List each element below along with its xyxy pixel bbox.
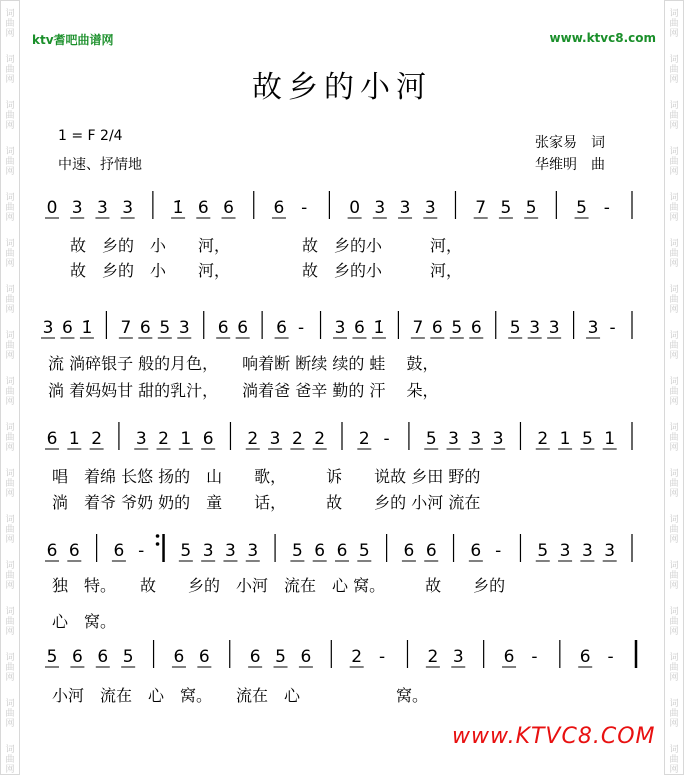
score-note: 2 (247, 429, 259, 449)
watermark-text: 词 曲 网 (669, 285, 679, 315)
score-note: 3 (42, 318, 54, 338)
score-note: 6 (202, 429, 214, 449)
score-note: - (379, 647, 386, 667)
watermark-text: 词 曲 网 (669, 515, 679, 545)
score-note: 3 (225, 541, 236, 561)
watermark-text: 词 曲 网 (669, 9, 679, 39)
watermark-text: 词 曲 网 (5, 377, 15, 407)
score-note: 6 (273, 198, 285, 218)
score-note: 5 (576, 198, 587, 218)
score-note: 3 (178, 318, 190, 338)
score-note: 5 (358, 541, 370, 561)
lyricist-credit: 张家易 词 (535, 135, 605, 151)
watermark-text: 词 曲 网 (5, 55, 15, 85)
score-note: 6 (62, 318, 73, 338)
score-note: 3 (604, 541, 616, 561)
score-note: 6 (300, 647, 312, 667)
lyric-line-2a: 流 淌碎银子 般的月色， 响着断 断续 续的 蛙 鼓， (48, 354, 439, 373)
score-note: 6 (217, 318, 229, 338)
score-note: - (531, 647, 538, 667)
score-note: 1 (180, 429, 192, 449)
score-note: 2 (358, 429, 370, 449)
score-note: 1̇ (172, 198, 184, 218)
score-note: 2 (291, 429, 303, 449)
watermark-text: 词 曲 网 (669, 561, 679, 591)
watermark-text: 词 曲 网 (669, 239, 679, 269)
score-note: 2 (537, 429, 549, 449)
score-note: 5 (180, 541, 192, 561)
score-note: 6 (336, 541, 348, 561)
score-note: 5 (581, 429, 593, 449)
score-note: - (383, 429, 390, 449)
score-note: 3 (470, 429, 482, 449)
score-note: 6 (425, 541, 437, 561)
lyric-line-3b: 淌 着爷 爷奶 奶的 童 话， 故 乡的 小河 流在 (52, 493, 481, 512)
watermark-text: 词 曲 网 (5, 607, 15, 637)
site-name-left[interactable]: ktv耆吧曲谱网 (32, 33, 114, 47)
score-note: 6 (46, 429, 58, 449)
score-note: 5 (500, 198, 512, 218)
score-note: 3 (452, 647, 464, 667)
lyric-line-4b: 心 窝。 (52, 612, 117, 631)
watermark-text: 词 曲 网 (5, 469, 15, 499)
watermark-text: 词 曲 网 (5, 745, 15, 775)
score-note: 3 (374, 198, 386, 218)
watermark-text: 词 曲 网 (669, 55, 679, 85)
score-note: 6 (237, 318, 249, 338)
score-note: 3 (247, 541, 259, 561)
score-note: 1 (604, 429, 616, 449)
repeat-dot (156, 534, 160, 538)
watermark-text: 词 曲 网 (5, 699, 15, 729)
score-note: 7 (120, 318, 132, 338)
watermark-text: 词 曲 网 (669, 745, 679, 775)
score-note: 6 (403, 541, 415, 561)
score-note: 5 (509, 318, 521, 338)
score-note: 1 (559, 429, 571, 449)
watermark-text: 词 曲 网 (669, 607, 679, 637)
watermark-text: 词 曲 网 (669, 699, 679, 729)
score-note: 3 (559, 541, 571, 561)
watermark-text: 词 曲 网 (669, 101, 679, 131)
score-note: 6 (223, 198, 234, 218)
score-note: 7 (475, 198, 487, 218)
score-note: 1̇ (81, 318, 93, 338)
watermark-text: 词 曲 网 (5, 147, 15, 177)
score-note: 6 (431, 318, 443, 338)
score-note: 2 (91, 429, 103, 449)
lyric-line-3a: 唱 着绵 长悠 扬的 山 歌， 诉 说故 乡田 野的 (52, 467, 481, 486)
watermark-text: 词 曲 网 (669, 423, 679, 453)
score-note: 6 (139, 318, 151, 338)
watermark-text: 词 曲 网 (5, 285, 15, 315)
score-note: 2 (158, 429, 169, 449)
score-note: 3 (529, 318, 541, 338)
score-note: 5 (275, 647, 286, 667)
score-note: 3 (399, 198, 411, 218)
score-note: - (495, 541, 502, 561)
score-note: 7 (412, 318, 424, 338)
score-note: 3 (448, 429, 459, 449)
watermark-text: 词 曲 网 (5, 561, 15, 591)
score-note: 3 (424, 198, 436, 218)
score-note: 2 (427, 647, 439, 667)
score-note: 3 (202, 541, 214, 561)
watermark-text: 词 曲 网 (5, 331, 15, 361)
score-note: 5 (525, 198, 537, 218)
score-note: - (297, 318, 305, 338)
score-note: 3 (587, 318, 599, 338)
score-note: 3 (492, 429, 504, 449)
score-note: 6 (470, 541, 482, 561)
lyric-line-4a: 独 特。 故 乡的 小河 流在 心 窝。 故 乡的 (52, 576, 506, 595)
tempo-marking: 中速、抒情地 (58, 157, 142, 173)
score-note: 5 (46, 647, 58, 667)
lyric-line-1a: 故 乡的 小 河， 故 乡的小 河， (70, 236, 463, 255)
score-note: 5 (537, 541, 549, 561)
score-note: 6 (197, 198, 209, 218)
watermark-text: 词 曲 网 (669, 377, 679, 407)
watermark-text: 词 曲 网 (5, 101, 15, 131)
score-note: 3 (97, 198, 108, 218)
watermark-text: 词 曲 网 (5, 9, 15, 39)
score-note: 6 (68, 541, 80, 561)
composer-credit: 华维明 曲 (535, 157, 605, 173)
watermark-text: 词 曲 网 (5, 653, 15, 683)
song-title: 故乡的小河 (252, 70, 432, 105)
watermark-text: 词 曲 网 (669, 331, 679, 361)
score-note: 3 (135, 429, 147, 449)
score-note: 6 (113, 541, 125, 561)
key-signature: 1 = F 2/4 (58, 128, 123, 144)
score-note: 3 (71, 198, 83, 218)
score-note: 3 (269, 429, 281, 449)
score-note: 6 (173, 647, 185, 667)
score-note: 0 (46, 198, 58, 218)
watermark-text: 词 曲 网 (669, 653, 679, 683)
watermark-text: 词 曲 网 (5, 423, 15, 453)
score-note: 3 (122, 198, 134, 218)
score-note: - (607, 647, 614, 667)
score-note: 6 (97, 647, 109, 667)
score-note: 3 (548, 318, 560, 338)
score-note: 6 (249, 647, 261, 667)
score-note: 3 (334, 318, 346, 338)
score-note: - (603, 198, 610, 218)
score-note: - (301, 198, 308, 218)
watermark-text: 词 曲 网 (5, 193, 15, 223)
score-note: 6 (503, 647, 515, 667)
score-note: 2 (314, 429, 326, 449)
watermark-text: 词 曲 网 (5, 239, 15, 269)
score-note: 6 (276, 318, 288, 338)
score-note: 6 (314, 541, 326, 561)
score-note: 5 (159, 318, 171, 338)
score-note: 1 (68, 429, 80, 449)
footer-site-logo[interactable]: www.KTVC8.COM (452, 724, 656, 749)
score-note: 1̇ (373, 318, 385, 338)
score-note: 5 (425, 429, 437, 449)
lyric-line-2b: 淌 着妈妈甘 甜的乳汁， 淌着爸 爸辛 勤的 汗 朵， (48, 381, 439, 400)
score-note: 3 (581, 541, 593, 561)
score-note: 2 (351, 647, 363, 667)
site-url-right[interactable]: www.ktvc8.com (549, 31, 656, 45)
watermark-text: 词 曲 网 (669, 469, 679, 499)
score-note: - (609, 318, 616, 338)
watermark-text: 词 曲 网 (5, 515, 15, 545)
score-note: 6 (46, 541, 58, 561)
watermark-text: 词 曲 网 (669, 147, 679, 177)
score-note: 6 (71, 647, 83, 667)
score-note: 6 (579, 647, 591, 667)
score-note: 6 (198, 647, 210, 667)
lyric-line-5: 小河 流在 心 窝。 流在 心 窝。 (52, 686, 429, 705)
score-note: 6 (470, 318, 482, 338)
lyric-line-1b: 故 乡的 小 河， 故 乡的小 河， (70, 261, 463, 280)
score-note: 0 (349, 198, 361, 218)
score-note: - (138, 541, 145, 561)
score-note: 5 (291, 541, 303, 561)
score-note: 5 (122, 647, 134, 667)
repeat-dot (156, 542, 160, 546)
watermark-text: 词 曲 网 (669, 193, 679, 223)
score-note: 6 (354, 318, 365, 338)
score-note: 5 (451, 318, 463, 338)
